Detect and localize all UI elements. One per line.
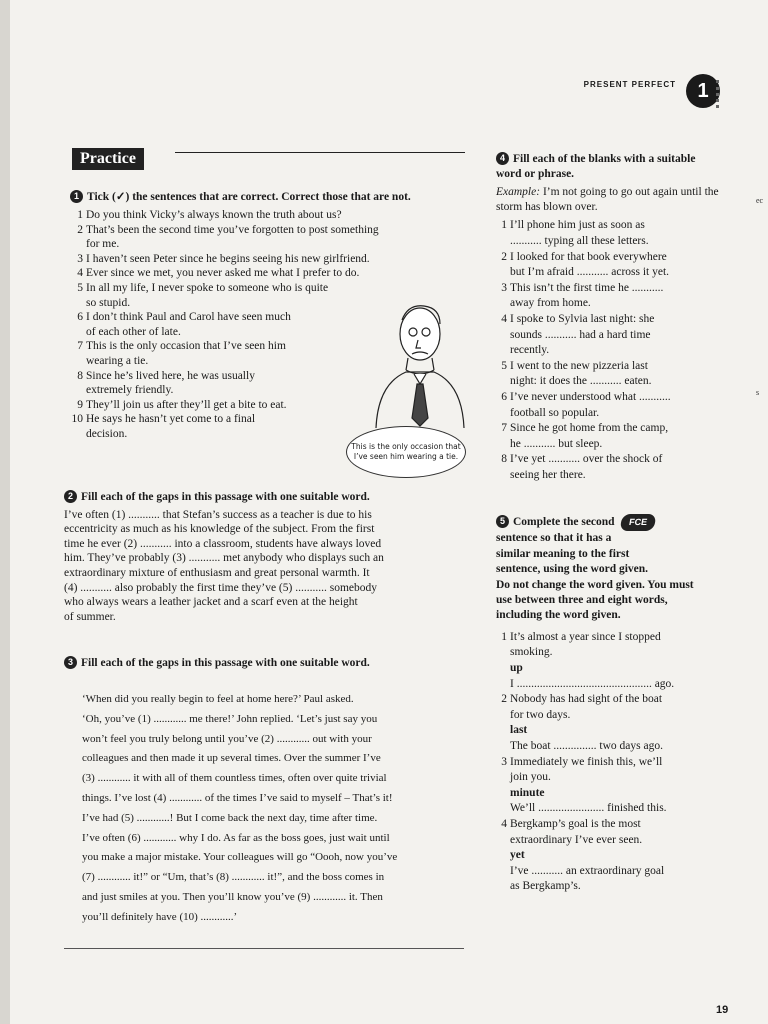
bottom-rule: [64, 948, 464, 949]
practice-heading: Practice: [72, 148, 144, 170]
list-item: 1 It’s almost a year since I stopped: [501, 630, 661, 643]
page-number: 19: [716, 1004, 729, 1016]
unit-badge: 1: [686, 74, 720, 108]
list-item: 1 Do you think Vicky’s always known the truth about us?: [77, 209, 342, 221]
section-header: PRESENT PERFECT: [583, 80, 676, 89]
exercise-1-number: 1: [70, 190, 83, 203]
list-item: 5 I went to the new pizzeria last: [501, 359, 648, 372]
list-item-cont: recently.: [510, 344, 550, 357]
list-item: 3 Immediately we finish this, we’ll: [501, 755, 663, 768]
list-item: 4 Bergkamp’s goal is the most: [501, 817, 641, 830]
answer-line: The boat ............... two days ago.: [510, 740, 663, 752]
list-item: 7 This is the only occasion that I’ve seen him: [77, 340, 286, 353]
list-item-cont: sounds ........... had a hard time: [510, 328, 651, 341]
list-item-cont: extremely friendly.: [86, 384, 174, 397]
exercise-4-items: [496, 218, 722, 483]
exercise-4-example: Example: I’m not going to go out again until the storm has blown over.: [496, 186, 719, 213]
key-word: last: [510, 724, 528, 737]
key-word: up: [510, 662, 523, 675]
list-item: 2 Nobody has had sight of the boat: [501, 693, 663, 706]
list-item: 8 I’ve yet ........... over the shock of: [501, 453, 663, 466]
list-item: 3 I haven’t seen Peter since he begins seeing his new girlfriend.: [77, 252, 370, 265]
exercise-2-passage: I’ve often (1) ........... that Stefan’s success as a teacher is due to his eccentricity as much as his knowledge of the subject. From the first time he ever (2) ........... into a classroom, students have always loved him. They’ve probably (3) ........... met anybody who displays such an extraordinary mixture of enthusiasm and great personal warmth. It (4) ........... also probably the first time they’ve (5) ........... somebody who always wears a leather jacket and a scarf even at the height of summer.: [64, 508, 384, 623]
answer-line: We’ll ....................... finished this.: [510, 802, 667, 815]
exercise-4-number: 4: [496, 152, 509, 165]
list-item: 3 This isn’t the first time he ...........: [501, 281, 664, 294]
list-item-cont: smoking.: [510, 646, 553, 659]
list-item: 1 I’ll phone him just as soon as: [501, 219, 645, 232]
list-item: 6 I don’t think Paul and Carol have seen much: [77, 311, 291, 324]
practice-rule: [175, 152, 465, 153]
list-item: 8 Since he’s lived here, he was usually: [77, 369, 255, 382]
answer-line: as Bergkamp’s.: [510, 880, 581, 893]
exercise-2-number: 2: [64, 490, 77, 503]
list-item-cont: seeing her there.: [510, 468, 586, 481]
list-item-cont: extraordinary I’ve ever seen.: [510, 833, 643, 846]
side-text-mid: s: [756, 388, 760, 397]
exercise-4: [496, 152, 722, 483]
speech-bubble: This is the only occasion that I’ve seen him wearing a tie.: [346, 426, 466, 478]
list-item-cont: join you.: [510, 771, 551, 784]
exercise-2: [64, 490, 462, 624]
exercise-5-items: [496, 630, 722, 895]
list-item-cont: for two days.: [510, 708, 571, 721]
exercise-5: [496, 514, 722, 895]
answer-line: I’ve ........... an extraordinary goal: [510, 864, 665, 877]
fce-badge: FCE: [619, 514, 656, 531]
badge-decoration: [716, 80, 733, 108]
side-text-top: ec: [756, 196, 764, 205]
list-item-cont: but I’m afraid ........... across it yet.: [510, 266, 670, 279]
exercise-4-instruction: 4 Fill each of the blanks with a suitable word or phrase.: [496, 153, 696, 180]
key-word: yet: [510, 849, 525, 862]
page-binding-edge: [0, 0, 10, 1024]
list-item-cont: decision.: [86, 427, 128, 440]
list-item-cont: wearing a tie.: [86, 354, 149, 367]
cartoon-man-illustration: [368, 300, 468, 430]
list-item-cont: away from home.: [510, 297, 591, 310]
list-item-cont: he ........... but sleep.: [510, 437, 603, 450]
exercise-5-number: 5: [496, 515, 509, 528]
list-item: 4 Ever since we met, you never asked me what I prefer to do.: [77, 267, 360, 280]
list-item-cont: so stupid.: [86, 296, 131, 309]
list-item: 2 That’s been the second time you’ve forgotten to post something: [77, 223, 379, 236]
answer-line: I ............................................... ago.: [510, 677, 675, 690]
list-item-cont: ........... typing all these letters.: [510, 234, 649, 247]
exercise-3-number: 3: [64, 656, 77, 669]
list-item: 2 I looked for that book everywhere: [501, 250, 667, 263]
list-item: 5 In all my life, I never spoke to someone who is quite: [77, 281, 329, 294]
list-item: 7 Since he got home from the camp,: [501, 422, 669, 435]
exercise-3-instruction: 3 Fill each of the gaps in this passage with one suitable word.: [64, 656, 462, 671]
list-item: 9 They’ll join us after they’ll get a bite to eat.: [77, 398, 287, 411]
key-word: minute: [510, 786, 545, 799]
exercise-3-passage: ‘When did you really begin to feel at home here?’ Paul asked. ‘Oh, you’ve (1) ............ me there!’ John replied. ‘Let’s just say you won’t feel you truly belong until you’ve (2) ............ out with your colleagues and then made it up several times. Over the summer I’ve (3) ............ it with all of them countless times, often over quite trivial things. I’ve lost (4) ............ of the times I’ve said to myself – That’s it! I’ve had (5) ............! But I come back the next day, time after time. I’ve often (6) ............ why I do. As far as the boss goes, just wait until you make a major mistake. Your colleagues will go “Oooh, now you’ve (7) ............ it!” or “Um, that’s (8) ............ it!”, and the boss comes in and just smiles at you. Then you’ll know you’ve (9) ............ it. Then you’ll definitely have (10) ............’: [82, 693, 398, 923]
list-item: 6 I’ve never understood what ...........: [501, 390, 671, 403]
exercise-2-instruction: 2 Fill each of the gaps in this passage with one suitable word.: [64, 490, 462, 505]
exercise-1-instruction: 1 Tick (✓) the sentences that are correct. Correct those that are not.: [70, 190, 462, 204]
exercise-3: [64, 656, 462, 671]
list-item: 10 He says he hasn’t yet come to a final: [71, 413, 256, 426]
list-item-cont: football so popular.: [510, 406, 600, 419]
list-item-cont: of each other of late.: [86, 325, 181, 338]
list-item: 4 I spoke to Sylvia last night: she: [501, 312, 655, 325]
list-item-cont: for me.: [86, 238, 120, 251]
exercise-5-instruction: 5 Complete the second FCE sentence so that it has a similar meaning to the first sentence, using the word given. Do not change the word given. You must use between three and eight words, including the word given.: [496, 516, 694, 622]
list-item-cont: night: it does the ........... eaten.: [510, 375, 652, 388]
